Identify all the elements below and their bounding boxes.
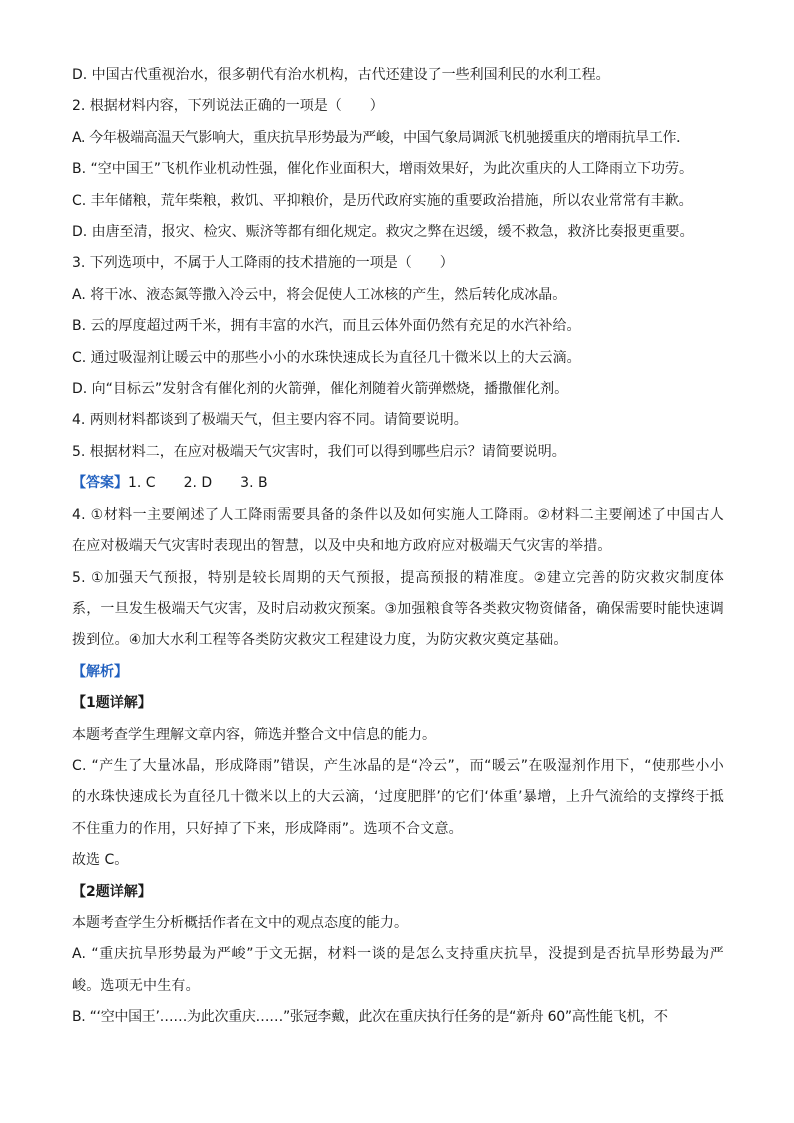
document-page xyxy=(72,60,724,1034)
q1-body: C. “产生了大量冰晶，形成降雨”错误，产生冰晶的是“冷云”，而“暖云”在吸湿剂作用下，“使那些小小的水珠快速成长为直径几十微米以上的大云滴，‘过度肥胖’的它们‘体重’暴增，上升气流给的支撑终于抵不住重力的作用，只好掉了下来，形成降雨”。选项不合文意。 xyxy=(72,757,724,837)
question-4: 4. 两则材料都谈到了极端天气，但主要内容不同。请简要说明。 xyxy=(72,412,468,429)
q1-conclusion: 故选 C。 xyxy=(72,852,129,869)
answer-4: 4. ①材料一主要阐述了人工降雨需要具备的条件以及如何实施人工降雨。②材料二主要阐述了中国古人在应对极端天气灾害时表现出的智慧，以及中央和地方政府应对极端天气灾害的举措。 xyxy=(72,506,724,555)
q2-body-b: B. “‘空中国王’……为此次重庆……”张冠李戴，此次在重庆执行任务的是“新舟 60”高性能飞机，不 xyxy=(72,1009,668,1026)
analysis-label: 【解析】 xyxy=(72,663,128,680)
answer-label: 【答案】 xyxy=(72,475,128,492)
option-1-d: D. 中国古代重视治水，很多朝代有治水机构，古代还建设了一些利国利民的水利工程。 xyxy=(72,67,610,83)
option-2-d: D. 由唐至清，报灾、检灾、赈济等都有细化规定。救灾之弊在迟缓，缓不救急，救济比奏报更重要。 xyxy=(72,224,694,241)
option-3-d: D. 向“目标云”发射含有催化剂的火箭弹，催化剂随着火箭弹燃烧，播撒催化剂。 xyxy=(72,381,569,398)
q1-intro: 本题考查学生理解文章内容，筛选并整合文中信息的能力。 xyxy=(72,726,436,743)
answer-choices: 1. C 2. D 3. B xyxy=(128,475,268,492)
question-5: 5. 根据材料二，在应对极端天气灾害时，我们可以得到哪些启示？请简要说明。 xyxy=(72,443,566,460)
question-3: 3. 下列选项中，不属于人工降雨的技术措施的一项是（ ） xyxy=(72,255,454,272)
answer-row xyxy=(72,468,724,499)
q2-body-a: A. “重庆抗旱形势最为严峻”于文无据，材料一谈的是怎么支持重庆抗旱，没提到是否抗旱形势最为严峻。选项无中生有。 xyxy=(72,946,724,994)
answer-5: 5. ①加强天气预报，特别是较长周期的天气预报，提高预报的精准度。②建立完善的防灾救灾制度体系，一旦发生极端天气灾害，及时启动救灾预案。③加强粮食等各类救灾物资储备，确保需要时能快速调拨到位。④加大水利工程等各类防灾救灾工程建设力度，为防灾救灾奠定基础。 xyxy=(72,569,724,649)
option-2-c: C. 丰年储粮，荒年柴粮，救饥、平抑粮价，是历代政府实施的重要政治措施，所以农业常常有丰歉。 xyxy=(72,192,693,209)
q2-header: 【2题详解】 xyxy=(72,883,152,900)
option-2-b: B. “空中国王”飞机作业机动性强，催化作业面积大，增雨效果好，为此次重庆的人工降雨立下功劳。 xyxy=(72,161,694,178)
option-3-a: A. 将干冰、液态氮等撒入冷云中，将会促使人工冰核的产生，然后转化成冰晶。 xyxy=(72,286,567,303)
option-3-c: C. 通过吸湿剂让暖云中的那些小小的水珠快速成长为直径几十微米以上的大云滴。 xyxy=(72,349,581,366)
option-3-b: B. 云的厚度超过两千米，拥有丰富的水汽，而且云体外面仍然有充足的水汽补给。 xyxy=(72,318,581,335)
question-2: 2. 根据材料内容，下列说法正确的一项是（ ） xyxy=(72,98,384,115)
q1-header: 【1题详解】 xyxy=(72,695,152,712)
option-2-a: A. 今年极端高温天气影响大，重庆抗旱形势最为严峻，中国气象局调派飞机驰援重庆的增雨抗旱工作． xyxy=(72,129,690,146)
q2-intro: 本题考查学生分析概括作者在文中的观点态度的能力。 xyxy=(72,914,408,931)
